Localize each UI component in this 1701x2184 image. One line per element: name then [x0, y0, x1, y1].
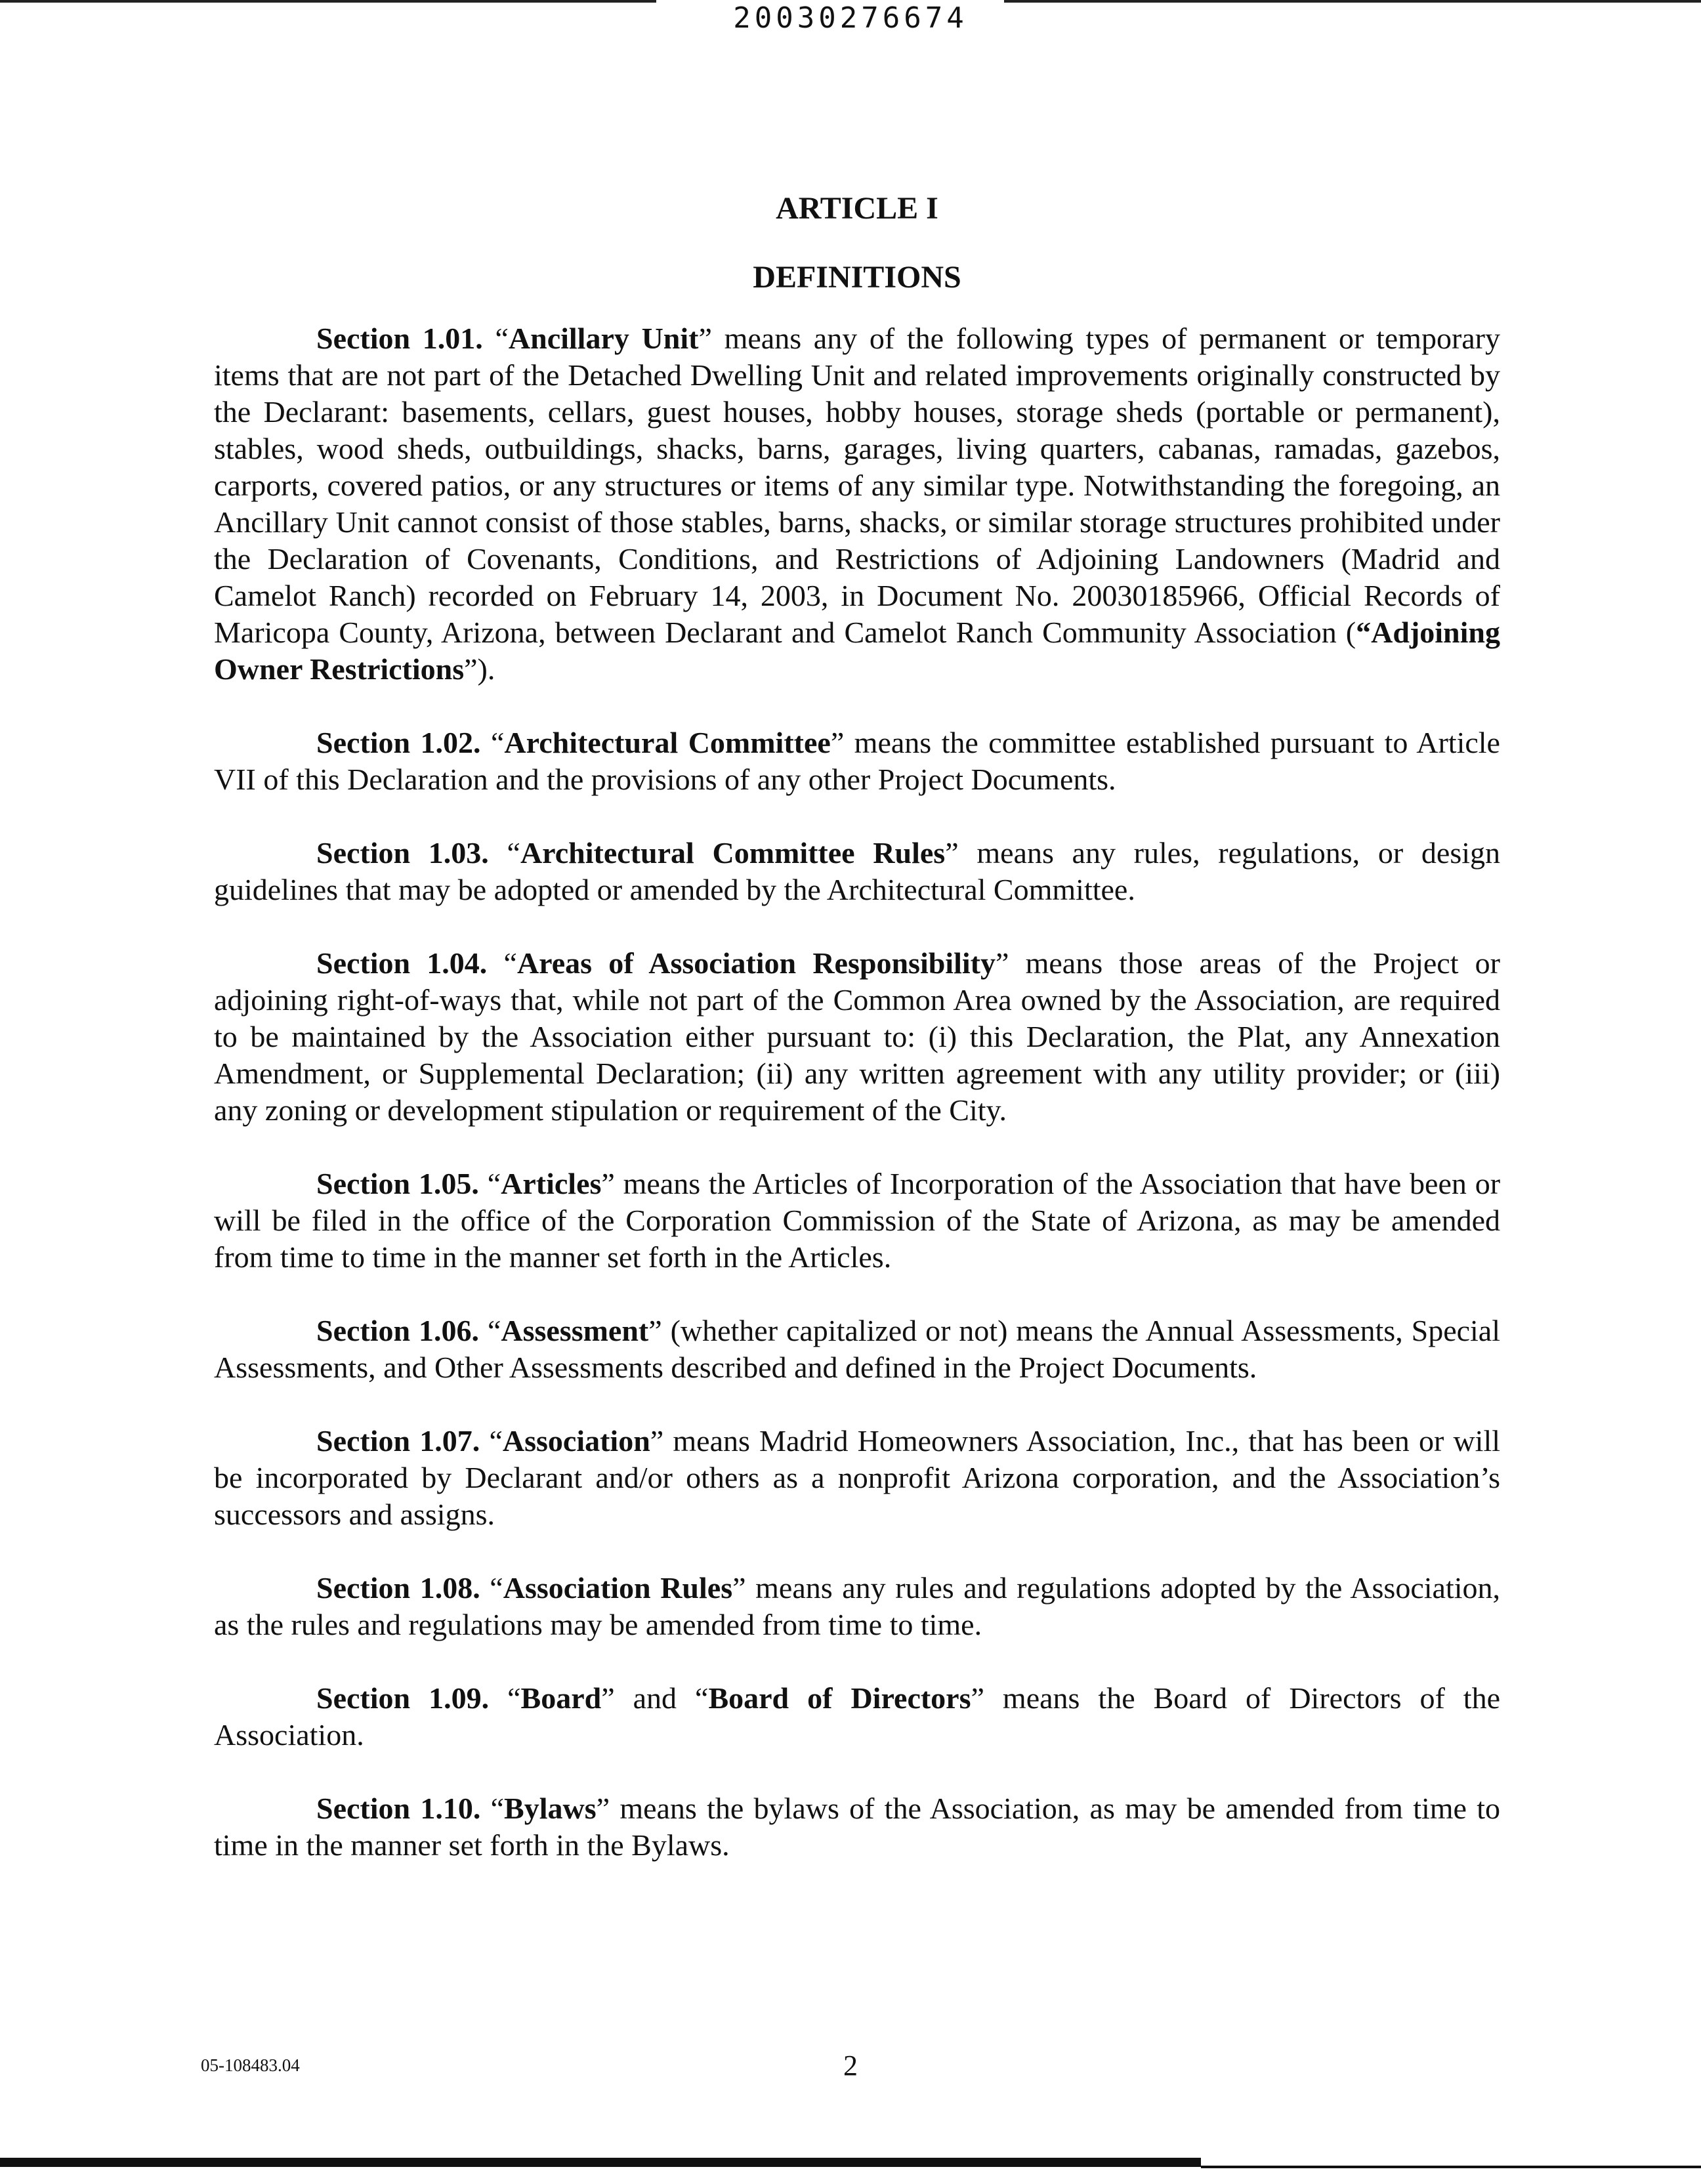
defined-term: Bylaws [504, 1792, 597, 1825]
definition-text: ” means the committee established pursuant to Article VII of this Declaration and the provisions of any other Project Documents. [214, 726, 1500, 796]
article-title: ARTICLE I [776, 191, 938, 226]
section-paragraph [214, 1790, 1500, 1864]
section-paragraph [214, 320, 1500, 688]
section-number: Section 1.07. [316, 1424, 480, 1458]
section-number: Section 1.01. [316, 322, 483, 355]
section-paragraph [214, 1680, 1500, 1754]
defined-term: Architectural Committee [504, 726, 831, 759]
definition-text: ” means any of the following types of permanent or temporary items that are not part of the Detached Dwelling Unit and related improvements originally constructed by the Declarant: basements, cellars, guest houses, hobby houses, storage sheds (portable or permanent), stables, wood sheds, outbuildings, shacks, barns, garages, living quarters, cabanas, ramadas, gazebos, carports, covered patios, or any structures or items of any similar type. Notwithstanding the foregoing, an Ancillary Unit cannot consist of those stables, barns, shacks, or similar storage structures prohibited under the Declaration of Covenants, Conditions, and Restrictions of Adjoining Landowners (Madrid and Camelot Ranch) recorded on February 14, 2003, in Document No. 20030185966, Official Records of Maricopa County, Arizona, between Declarant and Camelot Ranch Community Association ( [214, 322, 1500, 649]
definition-text: “ [503, 946, 517, 980]
definition-text: ”). [464, 652, 495, 686]
section-number: Section 1.02. [316, 726, 481, 759]
defined-term: Architectural Committee Rules [520, 836, 946, 870]
definition-text: ” (whether capitalized or not) means the Annual Assessments, Special Assessments, and Other Assessments described and defined in the Project Documents. [214, 1314, 1500, 1384]
defined-term: Ancillary Unit [508, 322, 699, 355]
definition-text: “ [495, 322, 509, 355]
definition-text: ” means the Articles of Incorporation of the Association that have been or will be filed in the office of the Corporation Commission of the State of Arizona, as may be amended from time to time in the manner set forth in the Articles. [214, 1167, 1501, 1274]
defined-term: “Adjoining Owner Restrictions [214, 616, 1500, 686]
document-page [214, 190, 1500, 1900]
defined-term: Articles [501, 1167, 602, 1200]
section-paragraph [214, 1570, 1500, 1643]
definition-text: “ [490, 1792, 505, 1825]
definition-text: ” means the bylaws of the Association, as may be amended from time to time in the manner set forth in the Bylaws. [214, 1792, 1501, 1862]
scan-bottom-rule [1201, 2166, 1701, 2168]
definition-text: “ [489, 1424, 503, 1458]
defined-term: Board [520, 1681, 602, 1715]
defined-term: Areas of Association Responsibility [516, 946, 996, 980]
section-paragraph [214, 1166, 1500, 1276]
definition-text: “ [507, 836, 520, 870]
defined-term: Association Rules [503, 1571, 733, 1605]
article-subtitle: DEFINITIONS [753, 260, 961, 295]
recording-number: 20030276674 [733, 1, 968, 35]
definition-text: “ [490, 1571, 503, 1605]
definition-text: “ [507, 1681, 521, 1715]
definition-text: ” means the Board of Directors of the Association. [214, 1681, 1500, 1752]
section-paragraph [214, 724, 1500, 798]
section-number: Section 1.10. [316, 1792, 481, 1825]
definition-text: ” means any rules and regulations adopted by the Association, as the rules and regulations may be amended from time to time. [214, 1571, 1500, 1641]
section-number: Section 1.09. [316, 1681, 490, 1715]
section-number: Section 1.05. [316, 1167, 479, 1200]
scan-bottom-bar [0, 2158, 1201, 2167]
defined-term: Assessment [501, 1314, 649, 1347]
defined-term: Board of Directors [708, 1681, 971, 1715]
section-paragraph [214, 1312, 1500, 1386]
definition-text: “ [491, 726, 505, 759]
document-code: 05-108483.04 [201, 2055, 300, 2075]
section-paragraph [214, 1423, 1500, 1533]
section-body [214, 322, 1500, 686]
definition-text: ” means Madrid Homeowners Association, Inc., that has been or will be incorporated by Declarant and/or others as a nonprofit Arizona corporation, and the Association’s successors and assigns. [214, 1424, 1501, 1531]
section-number: Section 1.04. [316, 946, 488, 980]
page-number: 2 [843, 2049, 858, 2082]
section-number: Section 1.03. [316, 836, 489, 870]
definitions-list [214, 320, 1500, 1864]
definition-text: “ [487, 1167, 501, 1200]
section-number: Section 1.08. [316, 1571, 480, 1605]
section-number: Section 1.06. [316, 1314, 480, 1347]
section-paragraph [214, 945, 1500, 1129]
definition-text: “ [487, 1314, 501, 1347]
section-paragraph [214, 835, 1500, 908]
definition-text: ” and “ [601, 1681, 709, 1715]
definition-text: ” means any rules, regulations, or design guidelines that may be adopted or amended by the Architectural Committee. [214, 836, 1500, 906]
definition-text: ” means those areas of the Project or adjoining right-of-ways that, while not part of the Common Area owned by the Association, are required to be maintained by the Association either pursuant to: (i) this Declaration, the Plat, any Annexation Amendment, or Supplemental Declaration; (ii) any written agreement with any utility provider; or (iii) any zoning or development stipulation or requirement of the City. [214, 946, 1500, 1127]
defined-term: Association [502, 1424, 650, 1458]
